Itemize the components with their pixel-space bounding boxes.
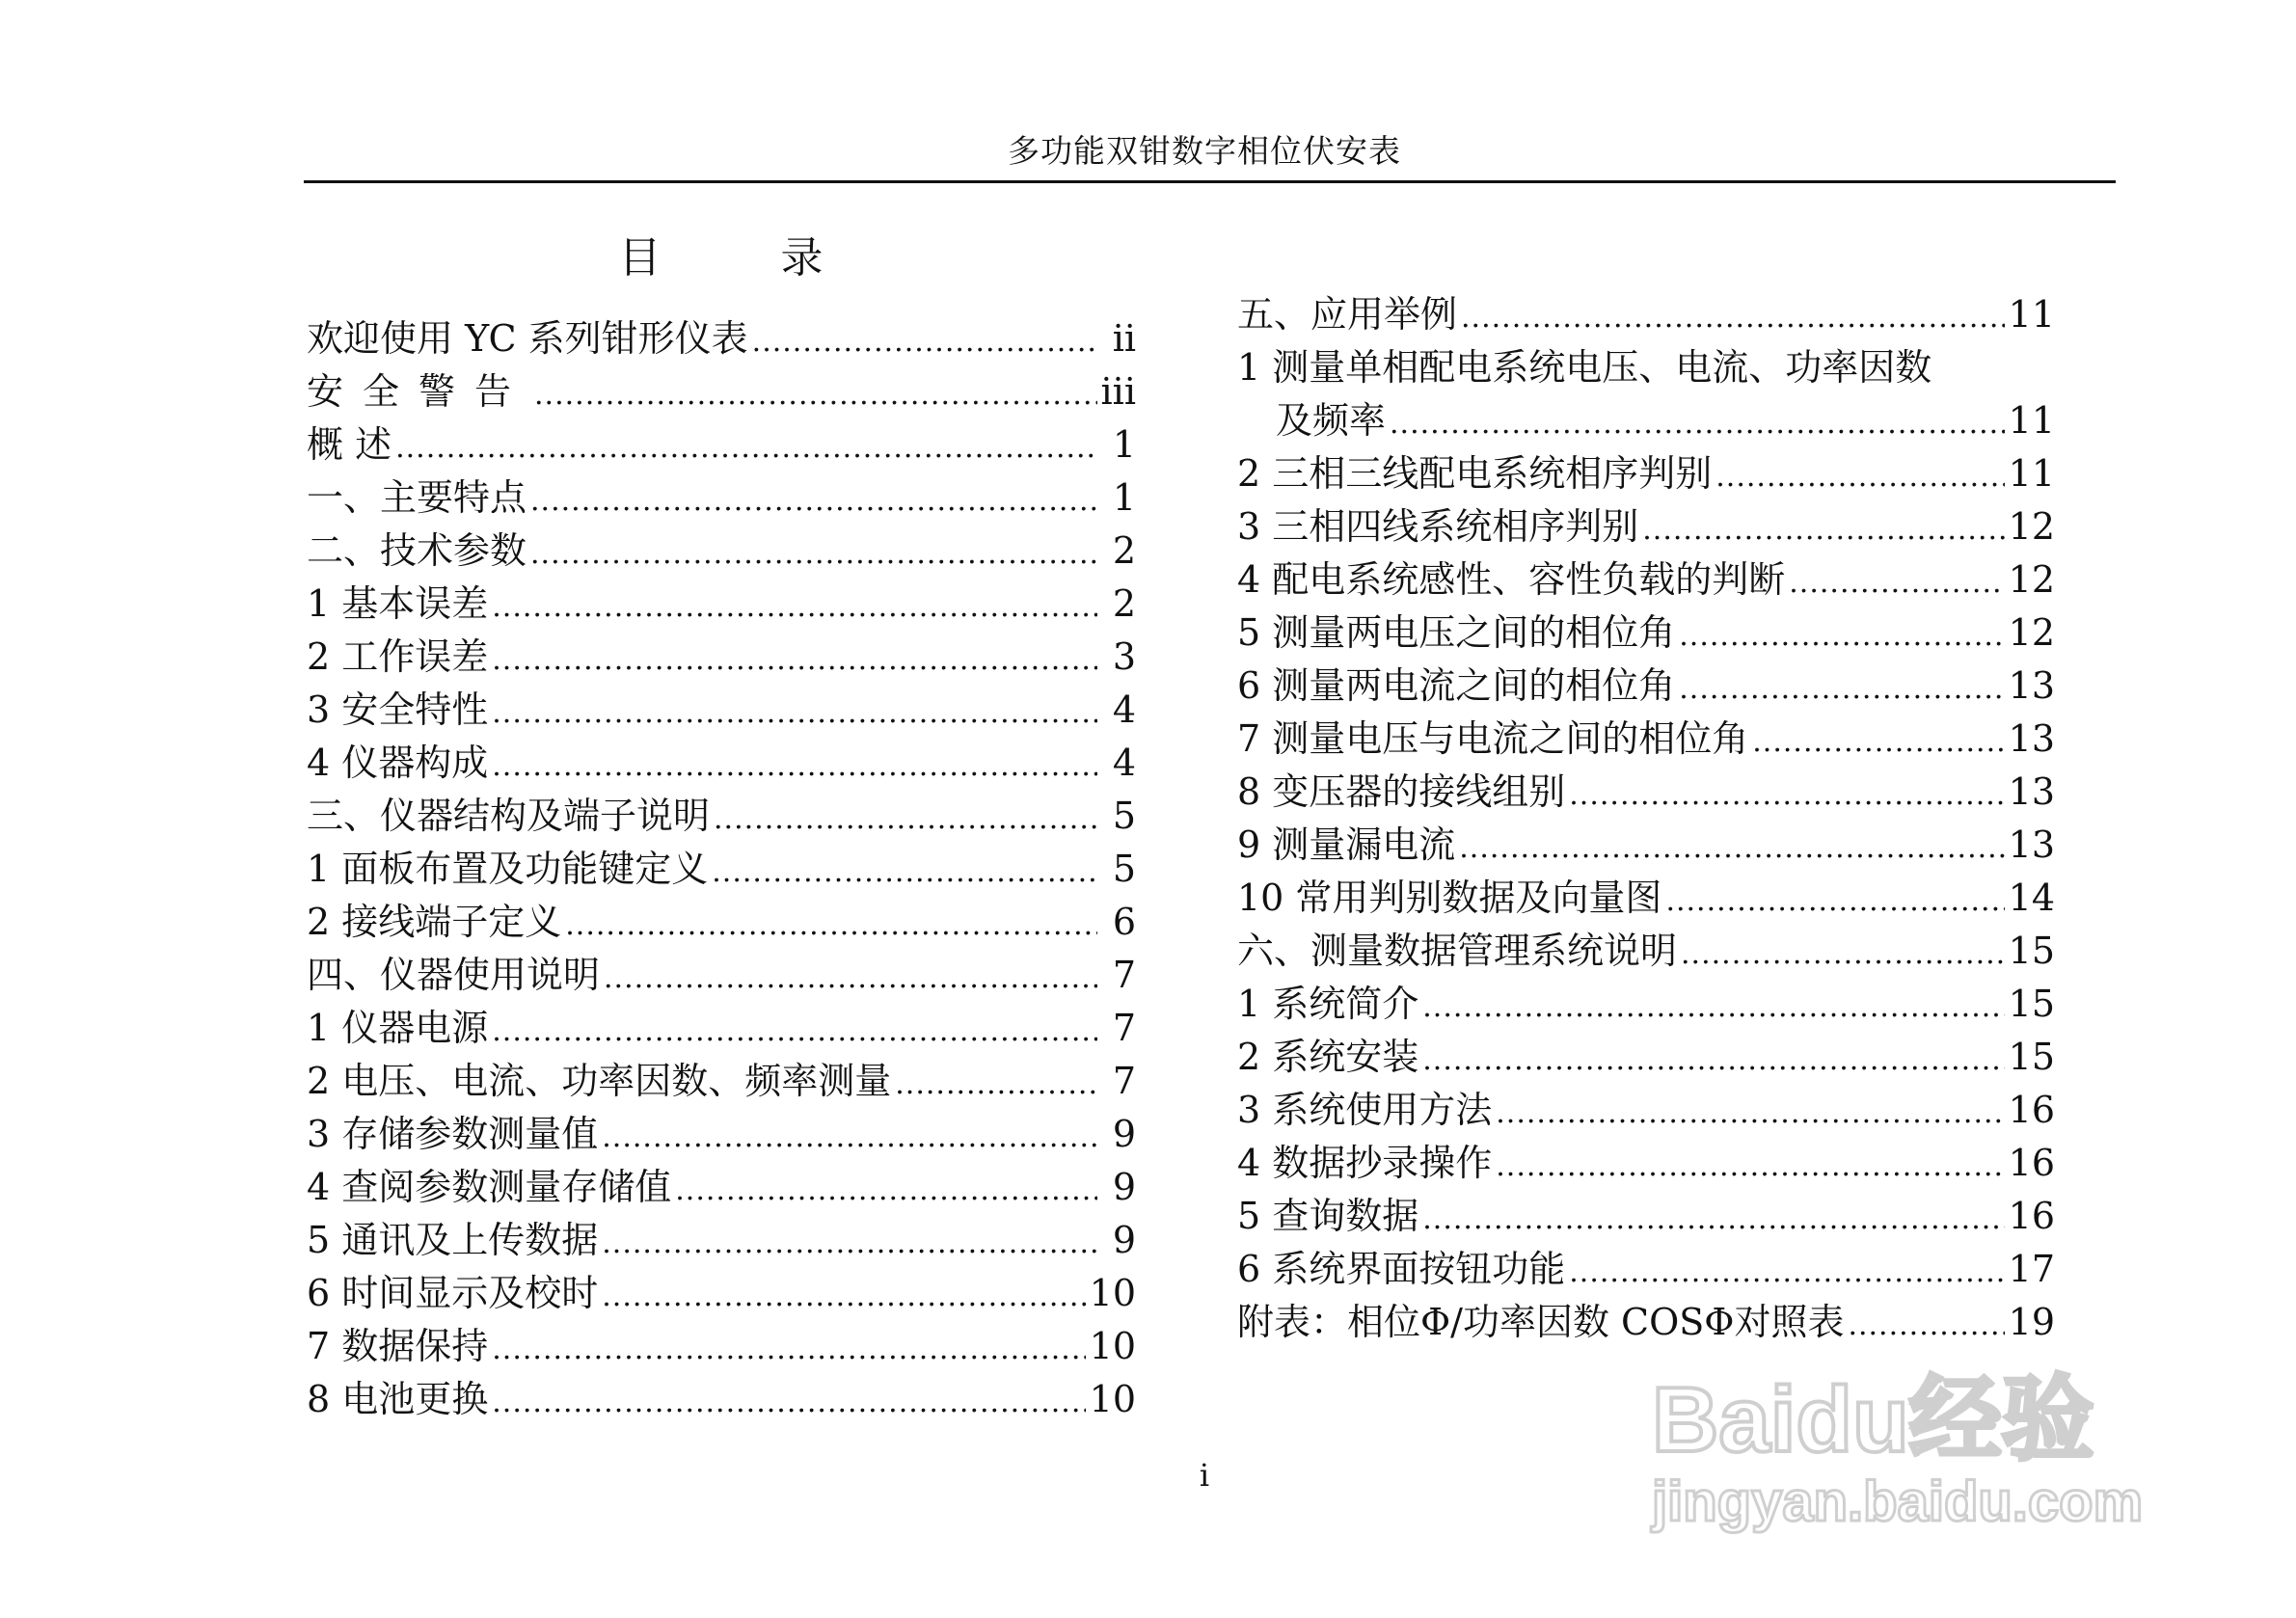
toc-entry-label: 2 三相三线配电系统相序判别: [1237, 452, 1713, 495]
toc-entry-label: 3 三相四线系统相序判别: [1237, 505, 1639, 548]
toc-entry[interactable]: [1237, 819, 2055, 872]
toc-leader-dots: [530, 474, 1097, 525]
toc-entry-page: ii: [1112, 317, 1136, 360]
toc-entry-page: iii: [1100, 370, 1136, 413]
toc-leader-dots: [1752, 715, 2004, 766]
toc-entry[interactable]: [1237, 1296, 2055, 1349]
page-number: i: [1199, 1457, 1210, 1494]
toc-leader-dots: [1461, 291, 2005, 341]
toc-leader-dots: [492, 1005, 1097, 1055]
toc-entry[interactable]: [307, 790, 1136, 843]
toc-entry-label: 4 仪器构成: [307, 742, 489, 784]
toc-entry[interactable]: [307, 1161, 1136, 1214]
toc-entry-label: 4 查阅参数测量存储值: [307, 1166, 672, 1208]
toc-entry-page: 12: [2008, 611, 2055, 654]
toc-entry-page: 16: [2008, 1195, 2055, 1237]
toc-entry-page: 10: [1089, 1272, 1136, 1314]
toc-entry-label: 2 电压、电流、功率因数、频率测量: [307, 1060, 892, 1102]
toc-entry[interactable]: [1237, 1243, 2055, 1296]
toc-entry-page: 6: [1112, 901, 1136, 943]
toc-entry-label: 2 系统安装: [1237, 1036, 1419, 1078]
toc-leader-dots: [895, 1058, 1097, 1108]
toc-entry[interactable]: [307, 843, 1136, 896]
toc-leader-dots: [565, 899, 1097, 949]
toc-leader-dots: [1496, 1140, 2004, 1190]
toc-entry[interactable]: [307, 1320, 1136, 1373]
toc-entry-page: 5: [1112, 848, 1136, 890]
toc-entry-label: 1 测量单相配电系统电压、电流、功率因数: [1237, 346, 1932, 389]
toc-entry[interactable]: [1237, 553, 2055, 607]
toc-entry-label: 5 查询数据: [1237, 1195, 1419, 1237]
toc-leader-dots: [1496, 1087, 2004, 1137]
toc-leader-dots: [602, 1270, 1085, 1320]
toc-leader-dots: [675, 1164, 1097, 1214]
toc-entry-label: 4 配电系统感性、容性负载的判断: [1237, 558, 1786, 601]
toc-entry-label: 5 通讯及上传数据: [307, 1219, 599, 1261]
toc-entry[interactable]: [307, 472, 1136, 525]
toc-leader-dots: [1569, 1246, 2004, 1296]
toc-entry[interactable]: [307, 1373, 1136, 1426]
toc-entry[interactable]: [307, 631, 1136, 684]
toc-leader-dots: [1642, 503, 2004, 553]
watermark-url: jingyan.baidu.com: [1652, 1470, 2144, 1533]
baidu-jingyan-watermark: [1644, 1345, 2184, 1538]
toc-entry-label: 安全警告: [307, 370, 531, 413]
toc-entry-page: 7: [1112, 954, 1136, 996]
toc-leader-dots: [1848, 1299, 2004, 1349]
toc-entry-label: 8 电池更换: [307, 1378, 489, 1420]
toc-entry-label: 3 系统使用方法: [1237, 1089, 1493, 1131]
toc-entry-page: 15: [2008, 930, 2055, 972]
toc-entry-label: 2 工作误差: [307, 635, 489, 678]
toc-leader-dots: [1390, 397, 2005, 447]
toc-entry-page: 9: [1112, 1113, 1136, 1155]
toc-leader-dots: [1459, 822, 2004, 872]
toc-leader-dots: [492, 1323, 1085, 1373]
toc-entry-page: 16: [2008, 1142, 2055, 1184]
toc-entry-page: 10: [1089, 1378, 1136, 1420]
toc-entry-label: 六、测量数据管理系统说明: [1237, 930, 1678, 972]
toc-entry-label: 7 测量电压与电流之间的相位角: [1237, 717, 1749, 760]
toc-leader-dots: [1681, 928, 2005, 978]
toc-entry-label: 4 数据抄录操作: [1237, 1142, 1493, 1184]
toc-leader-dots: [1422, 1193, 2004, 1243]
toc-leader-dots: [1569, 769, 2004, 819]
toc-leader-dots: [492, 634, 1097, 684]
toc-entry[interactable]: [307, 1002, 1136, 1055]
toc-entry-page: 2: [1112, 582, 1136, 625]
toc-entry[interactable]: [307, 418, 1136, 472]
toc-leader-dots: [1679, 609, 2004, 660]
toc-left-column: [307, 312, 1136, 1426]
toc-entry[interactable]: [1237, 925, 2055, 978]
toc-leader-dots: [492, 740, 1097, 790]
toc-entry-page: 13: [2008, 664, 2055, 707]
toc-entry-label: 欢迎使用 YC 系列钳形仪表: [307, 317, 748, 360]
toc-entry[interactable]: [1237, 1190, 2055, 1243]
toc-entry[interactable]: [307, 896, 1136, 949]
toc-entry[interactable]: [1237, 978, 2055, 1031]
toc-entry[interactable]: [307, 1055, 1136, 1108]
toc-entry-page: 3: [1112, 635, 1136, 678]
toc-entry-page: 16: [2008, 1089, 2055, 1131]
toc-leader-dots: [602, 1111, 1097, 1161]
toc-leader-dots: [1422, 981, 2004, 1031]
toc-entry-label: 3 安全特性: [307, 688, 489, 731]
toc-leader-dots: [1679, 662, 2004, 713]
toc-entry-label: 2 接线端子定义: [307, 901, 562, 943]
toc-entry-label: 7 数据保持: [307, 1325, 489, 1367]
toc-entry-label: 8 变压器的接线组别: [1237, 770, 1566, 813]
toc-entry-page: 15: [2008, 1036, 2055, 1078]
toc-entry[interactable]: [1237, 607, 2055, 660]
toc-leader-dots: [714, 793, 1097, 843]
toc-leader-dots: [712, 846, 1097, 896]
toc-entry-page: 14: [2008, 876, 2055, 919]
toc-leader-dots: [534, 368, 1097, 418]
toc-entry-page: 15: [2008, 983, 2055, 1025]
toc-entry[interactable]: [1237, 713, 2055, 766]
toc-entry[interactable]: [307, 365, 1136, 418]
header-divider: [304, 180, 2116, 183]
toc-leader-dots: [604, 952, 1097, 1002]
toc-entry-label: 概 述: [307, 423, 392, 466]
toc-entry[interactable]: [307, 1214, 1136, 1267]
toc-entry-page: 11: [2008, 293, 2055, 336]
toc-entry-label: 1 基本误差: [307, 582, 489, 625]
toc-entry-page: 13: [2008, 823, 2055, 866]
toc-entry[interactable]: [307, 684, 1136, 737]
toc-entry[interactable]: [1237, 1084, 2055, 1137]
toc-entry-label: 10 常用判别数据及向量图: [1237, 876, 1662, 919]
toc-leader-dots: [530, 527, 1097, 578]
toc-entry[interactable]: [307, 525, 1136, 578]
toc-entry-label: 9 测量漏电流: [1237, 823, 1456, 866]
toc-entry[interactable]: [1237, 394, 2055, 447]
toc-entry-label: 5 测量两电压之间的相位角: [1237, 611, 1676, 654]
toc-entry-page: 1: [1112, 423, 1136, 466]
toc-entry-page: 1: [1112, 476, 1136, 519]
toc-entry-page: 7: [1112, 1007, 1136, 1049]
toc-entry-label: 附表：相位Φ/功率因数 COSΦ对照表: [1237, 1301, 1845, 1343]
toc-leader-dots: [1789, 556, 2004, 607]
toc-entry-page: 10: [1089, 1325, 1136, 1367]
toc-entry-page: 13: [2008, 770, 2055, 813]
toc-entry-page: 4: [1112, 688, 1136, 731]
toc-entry-page: 11: [2008, 452, 2055, 495]
watermark-brand: Baidu经验: [1652, 1368, 2094, 1471]
toc-entry-label: 6 时间显示及校时: [307, 1272, 599, 1314]
toc-entry-label: 五、应用举例: [1237, 293, 1458, 336]
toc-leader-dots: [602, 1217, 1097, 1267]
toc-entry[interactable]: [1237, 766, 2055, 819]
toc-entry[interactable]: [1237, 1137, 2055, 1190]
toc-entry-page: 4: [1112, 742, 1136, 784]
toc-entry[interactable]: [307, 737, 1136, 790]
toc-entry[interactable]: [307, 1267, 1136, 1320]
toc-entry[interactable]: [1237, 288, 2055, 341]
toc-entry[interactable]: [307, 1108, 1136, 1161]
toc-entry-label: 三、仪器结构及端子说明: [307, 795, 711, 837]
toc-leader-dots: [492, 1376, 1085, 1426]
toc-entry-page: 12: [2008, 505, 2055, 548]
page-header-title: 多功能双钳数字相位伏安表: [1008, 132, 1401, 170]
toc-entry-page: 17: [2008, 1248, 2055, 1290]
toc-entry[interactable]: [307, 312, 1136, 365]
toc-entry-label: 及频率: [1276, 399, 1387, 442]
toc-entry-page: 19: [2008, 1301, 2055, 1343]
toc-entry-page: 11: [2008, 399, 2055, 442]
toc-entry[interactable]: [1237, 1031, 2055, 1084]
toc-entry-label: 1 系统简介: [1237, 983, 1419, 1025]
toc-title: 目 录: [618, 233, 877, 283]
toc-entry-label: 一、主要特点: [307, 476, 527, 519]
toc-entry-label: 1 面板布置及功能键定义: [307, 848, 709, 890]
toc-leader-dots: [395, 421, 1097, 472]
toc-entry-page: 9: [1112, 1166, 1136, 1208]
toc-right-column: [1237, 288, 2055, 1349]
toc-entry[interactable]: [307, 578, 1136, 631]
toc-entry-page: 13: [2008, 717, 2055, 760]
toc-entry[interactable]: [1237, 341, 2055, 394]
toc-entry[interactable]: [1237, 500, 2055, 553]
toc-leader-dots: [752, 315, 1097, 365]
toc-entry[interactable]: [1237, 660, 2055, 713]
toc-entry[interactable]: [1237, 872, 2055, 925]
toc-entry-label: 二、技术参数: [307, 529, 527, 572]
toc-entry[interactable]: [1237, 447, 2055, 500]
toc-entry-label: 1 仪器电源: [307, 1007, 489, 1049]
toc-leader-dots: [1665, 875, 2004, 925]
toc-entry-label: 3 存储参数测量值: [307, 1113, 599, 1155]
toc-entry-label: 6 测量两电流之间的相位角: [1237, 664, 1676, 707]
toc-entry[interactable]: [307, 949, 1136, 1002]
toc-entry-page: 9: [1112, 1219, 1136, 1261]
toc-leader-dots: [492, 580, 1097, 631]
toc-entry-page: 12: [2008, 558, 2055, 601]
toc-entry-page: 2: [1112, 529, 1136, 572]
toc-leader-dots: [492, 687, 1097, 737]
toc-entry-label: 6 系统界面按钮功能: [1237, 1248, 1566, 1290]
toc-entry-page: 5: [1112, 795, 1136, 837]
toc-leader-dots: [1422, 1034, 2004, 1084]
toc-leader-dots: [1715, 450, 2004, 500]
toc-entry-label: 四、仪器使用说明: [307, 954, 601, 996]
toc-entry-page: 7: [1112, 1060, 1136, 1102]
